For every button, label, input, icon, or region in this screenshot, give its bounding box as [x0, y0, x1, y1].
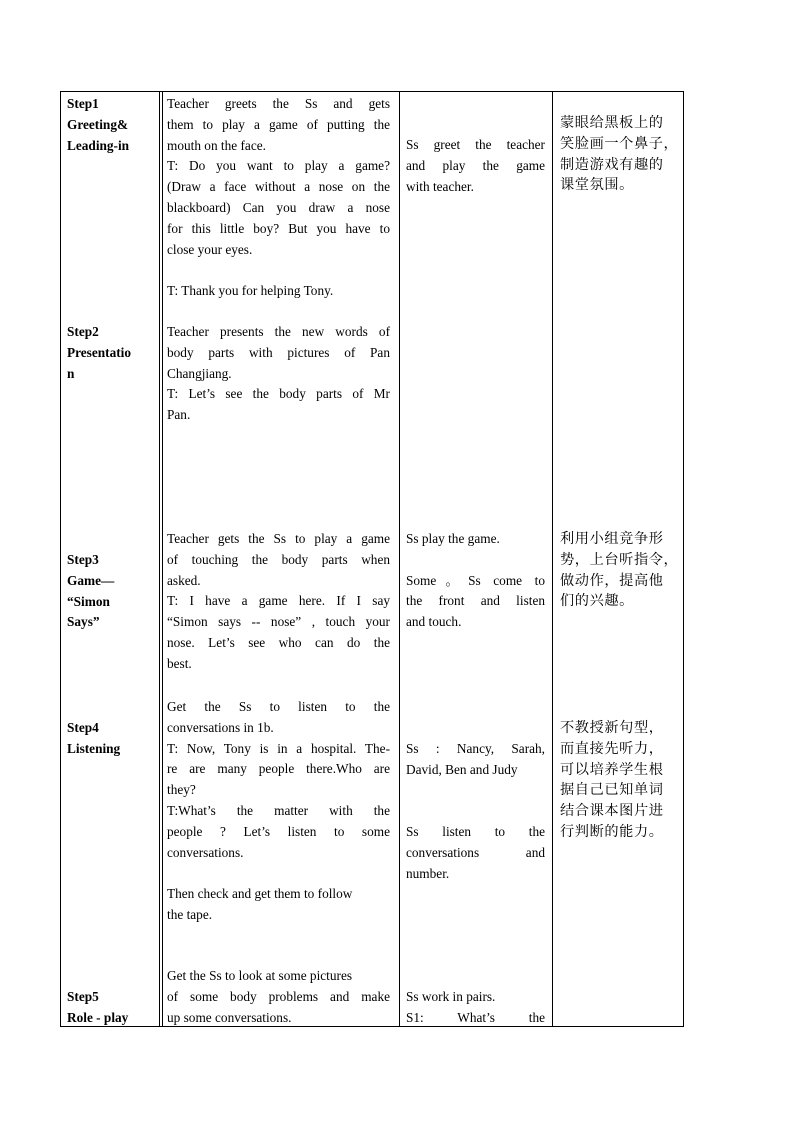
column-divider	[159, 91, 160, 1027]
lesson-plan-table	[60, 91, 684, 1027]
student-activity-line: conversations and	[406, 844, 545, 860]
teacher-activity-line: mouth on the face.	[167, 137, 266, 153]
teacher-activity-line: they?	[167, 782, 196, 798]
teacher-activity-line: blackboard) Can you draw a nose	[167, 200, 390, 215]
student-activity-line: Ss greet the teacher	[406, 137, 545, 152]
student-activity-line: Some。Ss come to	[406, 572, 545, 588]
design-intent-line: 势，上台听指令，	[560, 551, 679, 568]
teacher-activity-line: of touching the body parts when	[167, 551, 390, 567]
teacher-activity-line: close your eyes.	[167, 241, 253, 257]
teacher-activity-line: them to play a game of putting the	[167, 116, 390, 132]
teacher-activity-line: for this little boy? But you have to	[167, 220, 390, 236]
column-divider	[552, 91, 553, 1027]
teacher-activity-line: Teacher gets the Ss to play a game	[167, 531, 390, 546]
step-label: Step3	[67, 552, 99, 567]
teacher-activity-line: T: I have a game here. If I say	[167, 593, 390, 609]
table-right-border	[683, 91, 684, 1027]
teacher-activity-line: T: Thank you for helping Tony.	[167, 283, 334, 299]
design-intent-line: 蒙眼给黑板上的	[560, 115, 664, 131]
teacher-activity-line: best.	[167, 655, 192, 671]
step-label: Greeting&	[67, 116, 129, 132]
teacher-activity-line: people ? Let’s listen to some	[167, 823, 390, 839]
student-activity-line: number.	[406, 865, 450, 881]
student-activity-line: Ss work in pairs.	[406, 989, 496, 1004]
step-label: “Simon	[67, 593, 110, 609]
column-divider	[162, 91, 163, 1027]
teacher-activity-line: conversations in 1b.	[167, 719, 274, 735]
teacher-activity-line: Teacher greets the Ss and gets	[167, 96, 390, 111]
teacher-activity-line: conversations.	[167, 844, 244, 860]
step-label: Role - play	[67, 1009, 129, 1025]
teacher-activity-line: body parts with pictures of Pan	[167, 344, 390, 360]
student-activity-line: Ss : Nancy, Sarah,	[406, 741, 545, 756]
step-label: Step1	[67, 96, 99, 111]
design-intent-line: 结合课本图片进	[560, 803, 664, 820]
design-intent-line: 做动作，提高他	[560, 572, 664, 589]
design-intent-line: 而直接先听力，	[560, 740, 664, 757]
teacher-activity-line: Pan.	[167, 407, 191, 423]
step-label: Leading-in	[67, 137, 130, 153]
teacher-activity-line: up some conversations.	[167, 1009, 292, 1025]
student-activity-line: with teacher.	[406, 178, 474, 194]
teacher-activity-line: re are many people there.Who are	[167, 761, 390, 777]
teacher-activity-line: T: Do you want to play a game?	[167, 158, 390, 174]
student-activity-line: David, Ben and Judy	[406, 761, 518, 777]
design-intent-line: 制造游戏有趣的	[560, 156, 664, 173]
student-activity-line: S1: What’s the	[406, 1009, 545, 1025]
student-activity-line: Ss play the game.	[406, 531, 500, 546]
step-label: Presentatio	[67, 344, 132, 360]
teacher-activity-line: Get the Ss to listen to the	[167, 699, 390, 714]
teacher-activity-line: Changjiang.	[167, 365, 232, 381]
student-activity-line: and touch.	[406, 614, 462, 630]
teacher-activity-line: Get the Ss to look at some pictures	[167, 968, 353, 983]
student-activity-line: and play the game	[406, 157, 545, 173]
design-intent-line: 可以培养学生根	[560, 761, 664, 778]
table-left-border	[60, 91, 61, 1027]
design-intent-line: 据自己已知单词	[560, 782, 664, 799]
teacher-activity-line: the tape.	[167, 907, 213, 922]
design-intent-line: 们的兴趣。	[560, 593, 634, 610]
design-intent-line: 利用小组竞争形	[560, 531, 664, 547]
table-top-border	[60, 91, 684, 92]
step-label: Step5	[67, 989, 99, 1004]
teacher-activity-line: Then check and get them to follow	[167, 886, 353, 902]
design-intent-line: 课堂氛围。	[560, 177, 634, 194]
step-label: n	[67, 365, 75, 381]
student-activity-line: Ss listen to the	[406, 824, 545, 839]
step-label: Listening	[67, 740, 121, 756]
design-intent-line: 行判断的能力。	[560, 824, 664, 840]
column-divider	[399, 91, 400, 1027]
teacher-activity-line: T:What’s the matter with the	[167, 803, 390, 818]
teacher-activity-line: nose. Let’s see who can do the	[167, 635, 390, 650]
teacher-activity-line: asked.	[167, 572, 201, 588]
step-label: Says”	[67, 614, 100, 630]
teacher-activity-line: (Draw a face without a nose on the	[167, 179, 390, 195]
teacher-activity-line: Teacher presents the new words of	[167, 324, 390, 339]
teacher-activity-line: T: Now, Tony is in a hospital. The-	[167, 740, 390, 756]
teacher-activity-line: T: Let’s see the body parts of Mr	[167, 386, 390, 402]
student-activity-line: the front and listen	[406, 593, 545, 609]
step-label: Step2	[67, 324, 99, 339]
design-intent-line: 笑脸画一个鼻子，	[560, 135, 679, 152]
design-intent-line: 不教授新句型，	[560, 720, 664, 736]
table-bottom-border	[60, 1026, 684, 1027]
step-label: Game—	[67, 572, 115, 588]
teacher-activity-line: of some body problems and make	[167, 988, 390, 1004]
step-label: Step4	[67, 720, 99, 735]
teacher-activity-line: “Simon says -- nose” , touch your	[167, 614, 390, 630]
